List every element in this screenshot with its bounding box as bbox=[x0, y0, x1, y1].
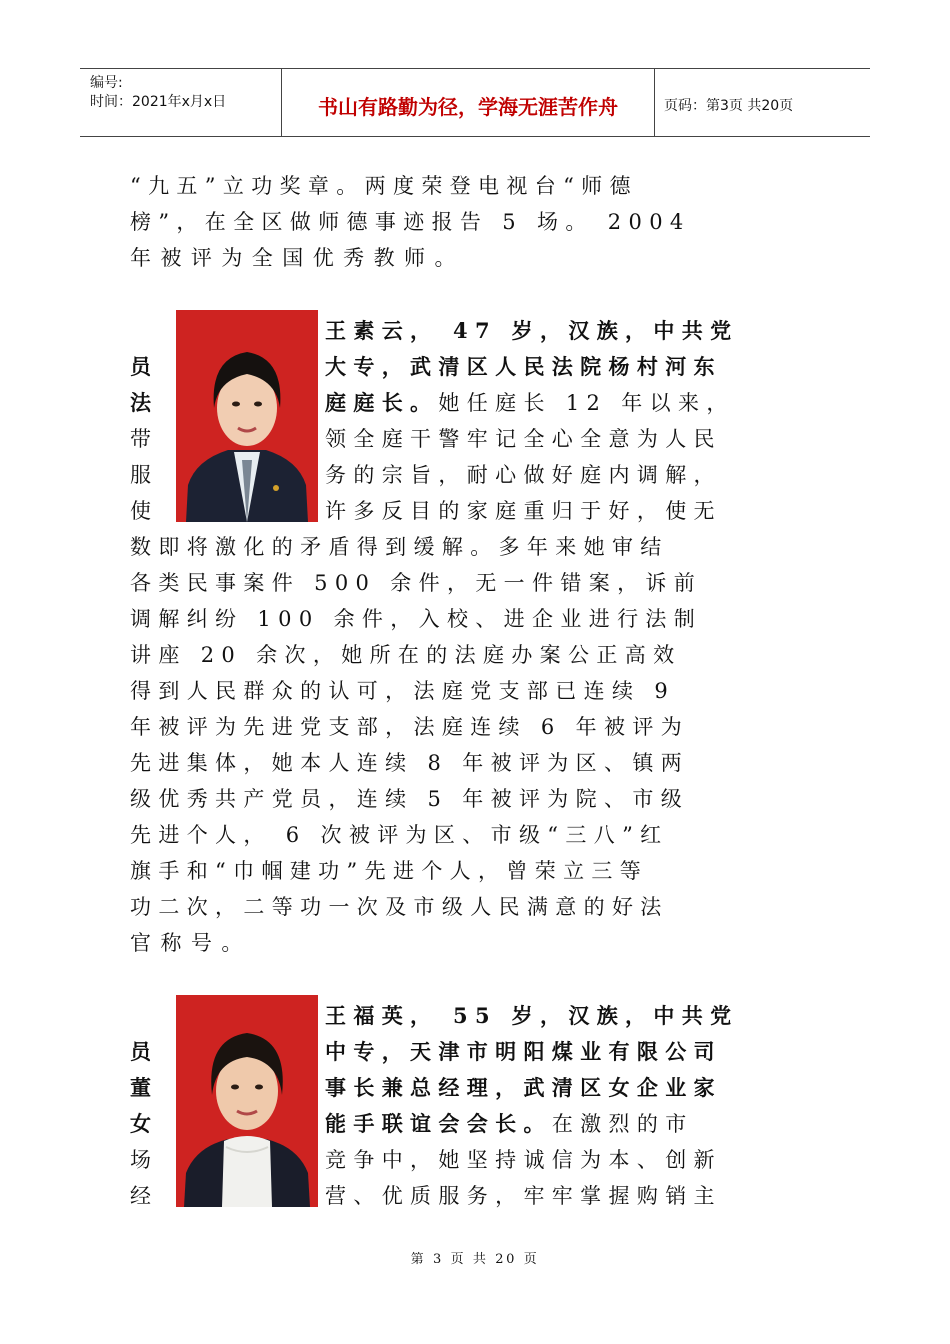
profile-line: 事长兼总经理，武清区女企业家 bbox=[325, 1075, 722, 1100]
time-label: 时间：2021年x月x日 bbox=[90, 94, 227, 110]
body-line: 得到人民群众的认可，法庭党支部已连续 9 bbox=[130, 679, 676, 703]
body-line: 先进个人， 6 次被评为区、市级“三八”红 bbox=[130, 823, 669, 847]
body-line: 先进集体，她本人连续 8 年被评为区、镇两 bbox=[130, 751, 690, 775]
profile-line: 庭庭长。她任庭长 12 年以来， bbox=[325, 390, 735, 415]
body-line: 旗手和“巾帼建功”先进个人，曾荣立三等 bbox=[130, 859, 649, 883]
body-line: 各类民事案件 500 余件，无一件错案，诉前 bbox=[130, 571, 703, 595]
body-line: 级优秀共产党员，连续 5 年被评为院、市级 bbox=[130, 787, 690, 811]
profile-line: 中专，天津市明阳煤业有限公司 bbox=[325, 1039, 722, 1064]
profile-line: 务的宗旨，耐心做好庭内调解， bbox=[325, 463, 722, 487]
profile-line: 大专，武清区人民法院杨村河东 bbox=[325, 354, 722, 379]
wrap-char: 女 bbox=[130, 1111, 151, 1136]
wrap-char: 带 bbox=[130, 427, 151, 451]
intro-line: 年被评为全国优秀教师。 bbox=[130, 246, 465, 270]
intro-line: 榜”，在全区做师德事迹报告 5 场。 2004 bbox=[130, 210, 691, 234]
body-line: 年被评为先进党支部，法庭连续 6 年被评为 bbox=[130, 715, 690, 739]
portrait-photo bbox=[176, 310, 318, 522]
profile-heading: 王素云， 47 岁，汉族，中共党 bbox=[325, 318, 739, 343]
profile-line: 竞争中，她坚持诚信为本、创新 bbox=[325, 1148, 722, 1172]
body-line: 调解纠纷 100 余件，入校、进企业进行法制 bbox=[130, 607, 703, 631]
body-line: 官称号。 bbox=[130, 931, 252, 955]
document-header bbox=[80, 68, 870, 137]
wrap-char: 场 bbox=[130, 1148, 151, 1172]
wrap-char: 员 bbox=[130, 1039, 151, 1064]
motto: 书山有路勤为径，学海无涯苦作舟 bbox=[318, 95, 618, 119]
page-footer: 第 3 页 共 20 页 bbox=[410, 1252, 540, 1267]
wrap-char: 经 bbox=[130, 1184, 151, 1208]
body-line: 讲座 20 余次，她所在的法庭办案公正高效 bbox=[130, 643, 682, 667]
wrap-char: 服 bbox=[130, 463, 151, 487]
profile-heading: 王福英， 55 岁，汉族，中共党 bbox=[325, 1003, 739, 1028]
profile-line: 领全庭干警牢记全心全意为人民 bbox=[325, 427, 722, 451]
body-line: 数即将激化的矛盾得到缓解。多年来她审结 bbox=[130, 535, 669, 559]
header-divider bbox=[654, 69, 655, 136]
profile-line: 许多反目的家庭重归于好，使无 bbox=[325, 499, 722, 523]
profile-line: 能手联谊会会长。在激烈的市 bbox=[325, 1111, 694, 1136]
page-label: 页码：第3页 共20页 bbox=[664, 98, 794, 114]
wrap-char: 员 bbox=[130, 354, 151, 379]
wrap-char: 法 bbox=[130, 390, 151, 415]
body-line: 功二次，二等功一次及市级人民满意的好法 bbox=[130, 895, 669, 919]
portrait-photo bbox=[176, 995, 318, 1207]
profile-line: 营、优质服务，牢牢掌握购销主 bbox=[325, 1184, 722, 1208]
code-label: 编号: bbox=[90, 75, 123, 91]
intro-line: “九五”立功奖章。两度荣登电视台“师德 bbox=[130, 174, 638, 198]
wrap-char: 董 bbox=[130, 1075, 151, 1100]
wrap-char: 使 bbox=[130, 499, 151, 523]
